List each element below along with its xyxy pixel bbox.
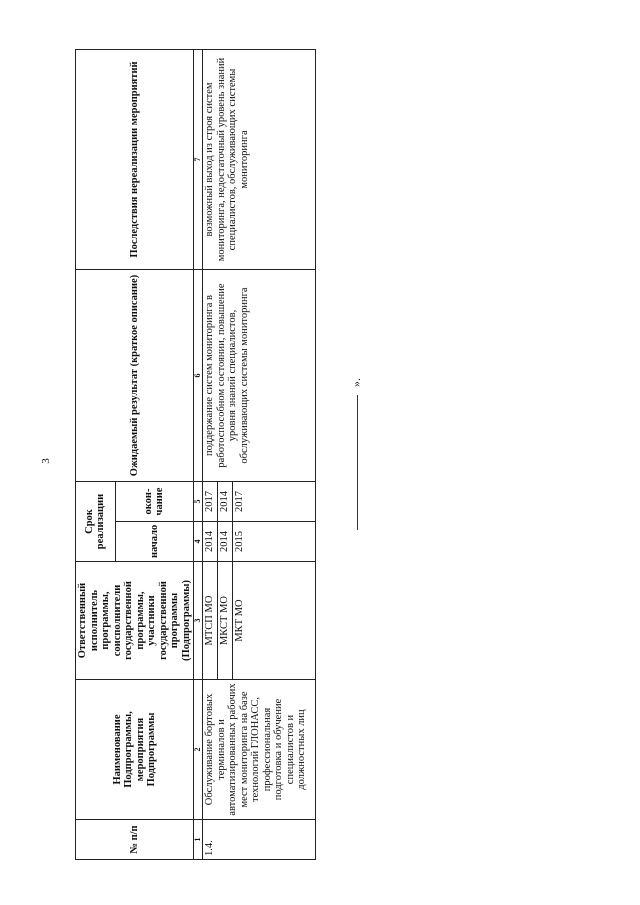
header-num: № п/п: [76, 820, 194, 860]
col-number: 1: [194, 820, 203, 860]
closing-mark: ».: [349, 378, 363, 387]
row-start: 2014: [218, 522, 233, 562]
row-end: 2014: [218, 482, 233, 522]
row-executor: МТСП МО: [203, 562, 218, 680]
closing-line: [357, 395, 358, 530]
row-end: 2017: [203, 482, 218, 522]
row-end: 2017: [233, 482, 316, 522]
row-name: Обслуживание бортовых терминалов и автоматизированных рабочих мест мониторинга на базе технологий ГЛОНАСС, профессиональная подготовка и обучение специалистов и должностных лиц: [203, 680, 316, 820]
col-number: 7: [194, 50, 203, 270]
header-term: Срок реализации: [76, 482, 116, 562]
col-number: 6: [194, 270, 203, 482]
column-number-row: [194, 50, 203, 860]
row-start: 2014: [203, 522, 218, 562]
row-executor: МКСТ МО: [218, 562, 233, 680]
header-consequences: Последствия нереализации мероприятий: [76, 50, 194, 270]
row-executor: МКТ МО: [233, 562, 316, 680]
header-start: начало: [115, 522, 193, 562]
page-number: 3: [39, 458, 52, 464]
row-start: 2015: [233, 522, 316, 562]
col-number: 5: [194, 482, 203, 522]
col-number: 3: [194, 562, 203, 680]
col-number: 4: [194, 522, 203, 562]
row-result: поддержание систем мониторинга в работоспособном состоянии, повышение уровня знаний специалистов, обслуживающих системы мониторинга: [203, 270, 316, 482]
row-number: 1.4.: [203, 820, 316, 860]
header-executor: Ответственный исполнитель программы, соисполнители государственной программы, участники государственной программы (Подпрограммы): [76, 562, 194, 680]
measures-table: [75, 49, 316, 860]
col-number: 2: [194, 680, 203, 820]
header-row-1: [76, 50, 116, 860]
header-end: окон-чание: [115, 482, 193, 522]
header-result: Ожидаемый результат (краткое описание): [76, 270, 194, 482]
row-consequences: возможный выход из строя систем мониторинга, недостаточный уровень знаний специалистов, обслуживающих системы мониторинга: [203, 50, 316, 270]
header-name: Наименование Подпрограммы, мероприятия Подпрограммы: [76, 680, 194, 820]
table-row: [203, 50, 218, 860]
rotated-table-container: [75, 50, 325, 860]
